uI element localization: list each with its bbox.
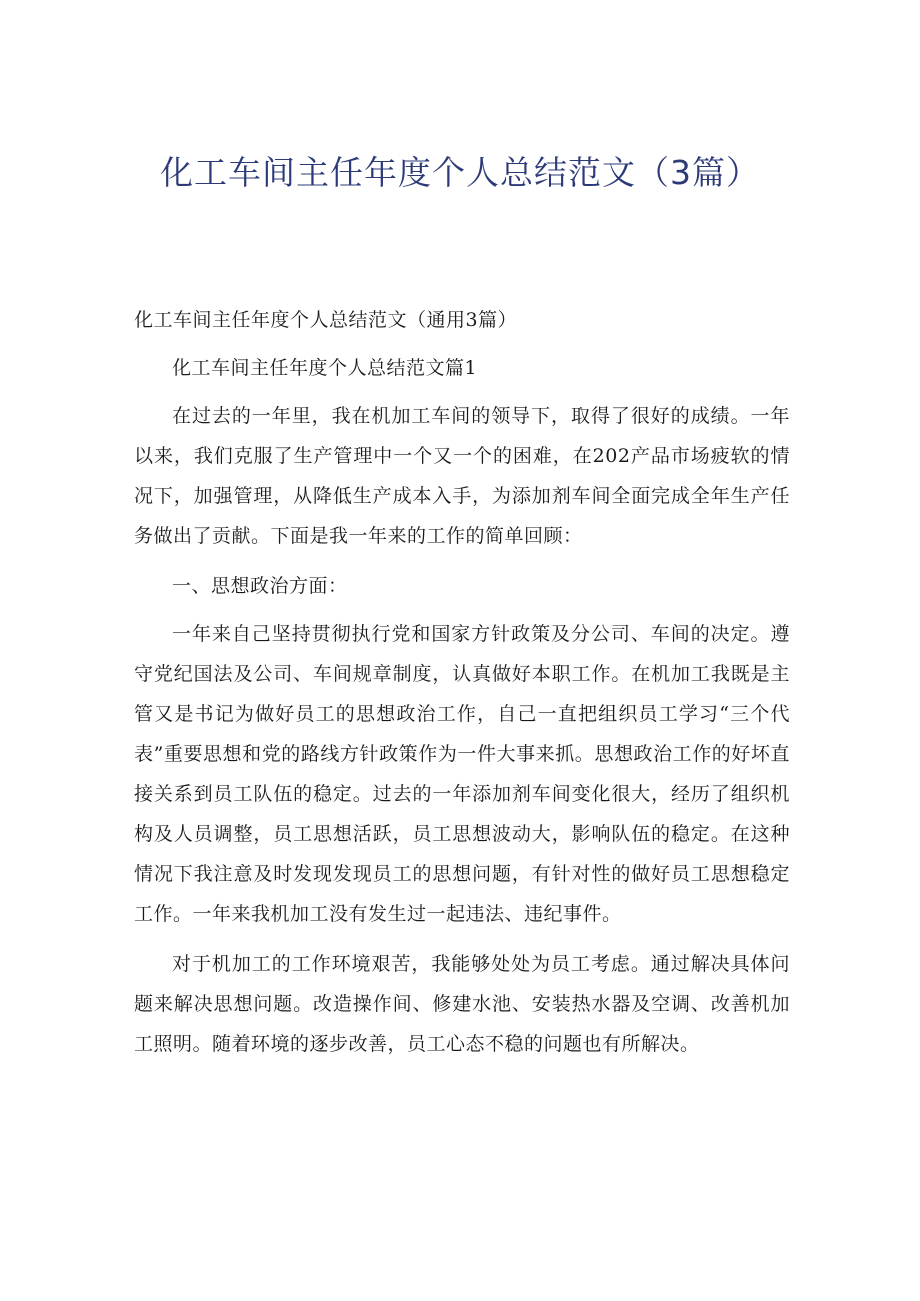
paragraph-politics: 一年来自己坚持贯彻执行党和国家方针政策及分公司、车间的决定。遵守党纪国法及公司、车间规章制度，认真做好本职工作。在机加工我既是主管又是书记为做好员工的思想政治工作，自己一直把组织员工学习“三个代表”重要思想和党的路线方针政策作为一件大事来抓。思想政治工作的好坏直接关系到员工队伍的稳定。过去的一年添加剂车间变化很大，经历了组织机构及人员调整，员工思想活跃，员工思想波动大，影响队伍的稳定。在这种情况下我注意及时发现发现员工的思想问题，有针对性的做好员工思想稳定工作。一年来我机加工没有发生过一起违法、违纪事件。 xyxy=(134,623,790,925)
paragraph-intro: 在过去的一年里，我在机加工车间的领导下，取得了很好的成绩。一年以来，我们克服了生产管理中一个又一个的困难，在202产品市场疲软的情况下，加强管理，从降低生产成本入手，为添加剂车间全面完成全年生产任务做出了贡献。下面是我一年来的工作的简单回顾： xyxy=(134,405,790,547)
document-subtitle: 化工车间主任年度个人总结范文（通用3篇） xyxy=(134,309,518,331)
paragraph-environment: 对于机加工的工作环境艰苦，我能够处处为员工考虑。通过解决具体问题来解决思想问题。改造操作间、修建水池、安装热水器及空调、改善机加工照明。随着环境的逐步改善，员工心态不稳的问题也有所解决。 xyxy=(134,953,790,1055)
paragraph-heading-politics: 一、思想政治方面： xyxy=(172,575,348,597)
section-title: 化工车间主任年度个人总结范文篇1 xyxy=(172,357,478,379)
document-title: 化工车间主任年度个人总结范文（3篇） xyxy=(160,153,760,192)
document-body xyxy=(134,300,790,1074)
